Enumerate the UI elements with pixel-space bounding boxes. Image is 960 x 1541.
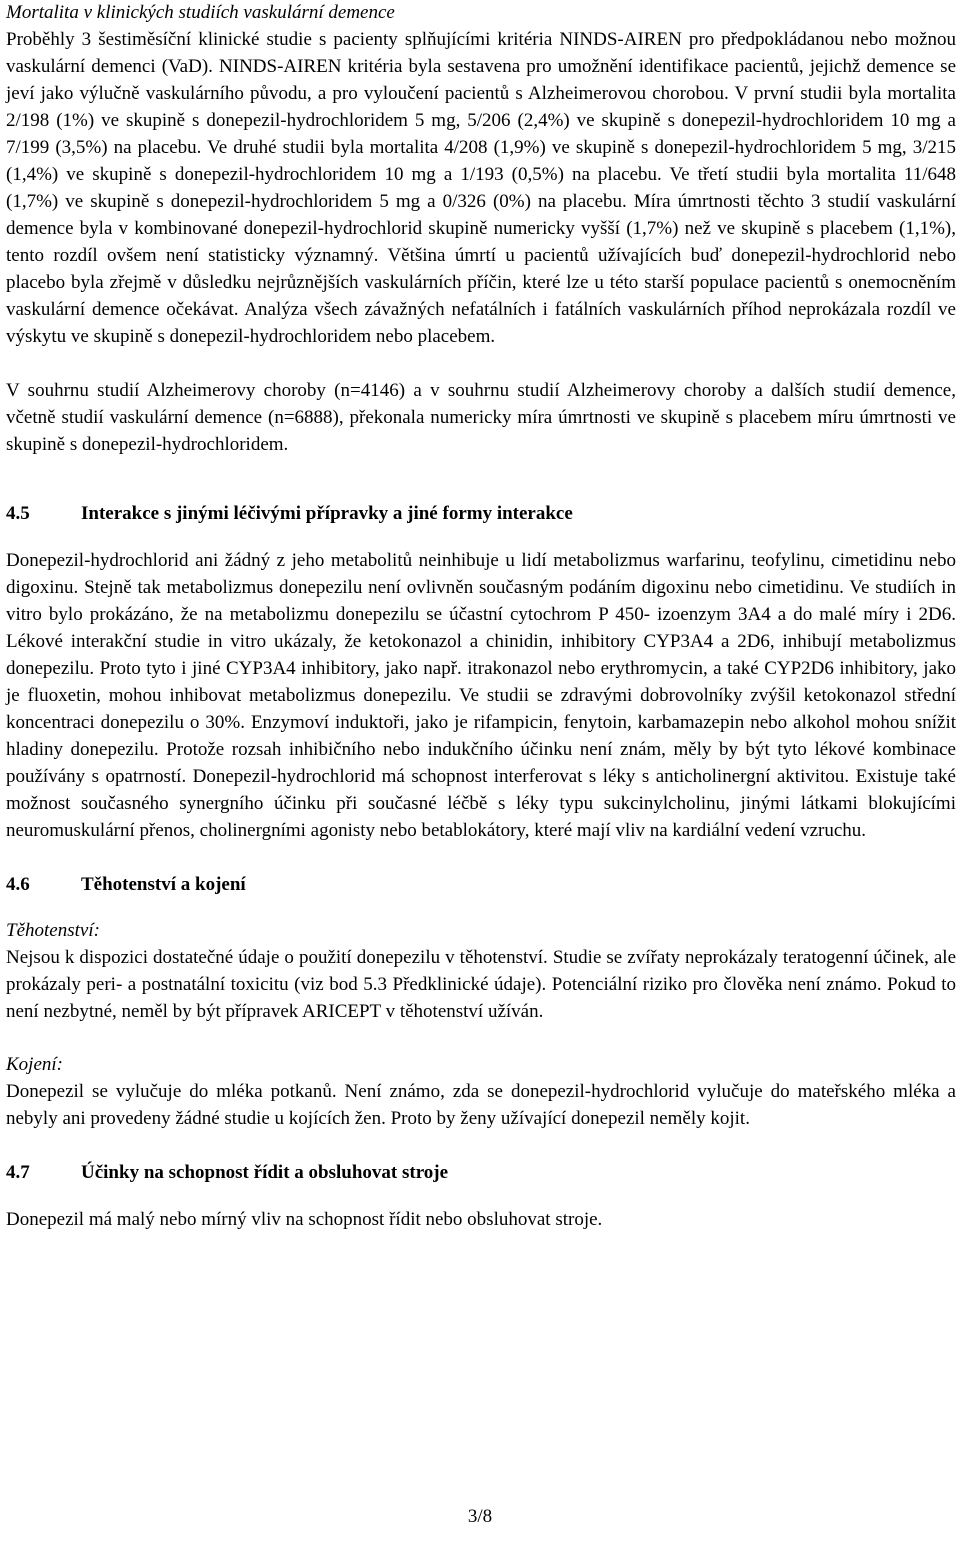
section-number: 4.6 [6,874,30,895]
section-number: 4.7 [6,1162,30,1183]
summary-paragraph: V souhrnu studií Alzheimerovy choroby (n=4146) a v souhrnu studií Alzheimerovy choroby a dalších studií demence, včetně studií vaskulární demence (n=6888), překonala numericky míra úmrtnosti ve skupině s placebem míru úmrtnosti ve skupině s donepezil-hydrochloridem. [6,380,956,455]
breastfeeding-paragraph: Donepezil se vylučuje do mléka potkanů. Není známo, zda se donepezil-hydrochlorid vylučuje do mateřského mléka a nebyly ani provedeny žádné studie u kojících žen. Proto by ženy užívající donepezil neměly kojit. [6,1081,956,1129]
subheading-pregnancy: Těhotenství: [6,920,100,941]
section-heading-4-5 [6,500,956,527]
section-heading-4-6 [6,871,956,898]
subheading-breastfeeding: Kojení: [6,1054,63,1075]
section-title: Těhotenství a kojení [81,874,246,895]
section-number: 4.5 [6,503,30,524]
subsection-heading-mortality: Mortalita v klinických studiích vaskulární demence [6,2,395,23]
mortality-paragraph: Proběhly 3 šestiměsíční klinické studie s pacienty splňujícími kritéria NINDS-AIREN pro předpokládanou nebo možnou vaskulární demenci (VaD). NINDS-AIREN kritéria byla sestavena pro umožnění identifikace pacientů, jejichž demence se jeví jako výlučně vaskulárního původu, a pro vyloučení pacientů s Alzheimerovou chorobou. V první studii byla mortalita 2/198 (1%) ve skupině s donepezil-hydrochloridem 5 mg, 5/206 (2,4%) ve skupině s donepezil-hydrochloridem 10 mg a 7/199 (3,5%) na placebu. Ve druhé studii byla mortalita 4/208 (1,9%) ve skupině s donepezil-hydrochloridem 5 mg, 3/215 (1,4%) ve skupině s donepezil-hydrochloridem 10 mg a 1/193 (0,5%) na placebu. Ve třetí studii byla mortalita 11/648 (1,7%) ve skupině s donepezil-hydrochloridem 5 mg a 0/326 (0%) na placebu. Míra úmrtnosti těchto 3 studií vaskulární demence byla v kombinované donepezil-hydrochlorid skupině numericky vyšší (1,7%) než ve skupině s placebem (1,1%), tento rozdíl ovšem není statisticky významný. Většina úmrtí u pacientů užívajících buď donepezil-hydrochlorid nebo placebo byla zřejmě v důsledku nejrůznějších vaskulárních příčin, které lze u této starší populace pacientů s onemocněním vaskulární demence očekávat. Analýza všech závažných nefatálních i fatálních vaskulárních příhod neprokázala rozdíl ve výskytu ve skupině s donepezil-hydrochloridem nebo placebem. [6,29,956,347]
interactions-paragraph: Donepezil-hydrochlorid ani žádný z jeho metabolitů neinhibuje u lidí metabolizmus warfarinu, teofylinu, cimetidinu nebo digoxinu. Stejně tak metabolizmus donepezilu není ovlivněn současným podáním digoxinu nebo cimetidinu. Ve studiích in vitro bylo prokázáno, že na metabolizmu donepezilu se účastní cytochrom P 450- izoenzym 3A4 a do malé míry i 2D6. Lékové interakční studie in vitro ukázaly, že ketokonazol a chinidin, inhibitory CYP3A4 a 2D6, inhibují metabolizmus donepezilu. Proto tyto i jiné CYP3A4 inhibitory, jako např. itrakonazol nebo erythromycin, a také CYP2D6 inhibitory, jako je fluoxetin, mohou inhibovat metabolizmus donepezilu. Ve studii se zdravými dobrovolníky zvýšil ketokonazol střední koncentraci donepezilu o 30%. Enzymoví induktoři, jako je rifampicin, fenytoin, karbamazepin nebo alkohol mohou snížit hladiny donepezilu. Protože rozsah inhibičního nebo indukčního účinku není znám, měly by být tyto lékové kombinace používány s opatrností. Donepezil-hydrochlorid má schopnost interferovat s léky s anticholinergní aktivitou. Existuje také možnost současného synergního účinku při současné léčbě s léky typu sukcinylcholinu, jinými látkami blokujícími neuromuskulární přenos, cholinergními agonisty nebo betablokátory, které mají vliv na kardiální vedení vzruchu. [6,550,956,841]
document-page [6,0,956,1233]
pregnancy-paragraph: Nejsou k dispozici dostatečné údaje o použití donepezilu v těhotenství. Studie se zvířaty neprokázaly teratogenní účinek, ale prokázaly peri- a postnatální toxicitu (viz bod 5.3 Předklinické údaje). Potenciální riziko pro člověka není známo. Pokud to není nezbytné, neměl by být přípravek ARICEPT v těhotenství užíván. [6,947,956,1022]
page-number: 3/8 [467,1506,493,1527]
section-heading-4-7 [6,1159,956,1186]
section-title: Interakce s jinými léčivými přípravky a jiné formy interakce [81,503,573,524]
driving-paragraph: Donepezil má malý nebo mírný vliv na schopnost řídit nebo obsluhovat stroje. [6,1209,603,1230]
section-title: Účinky na schopnost řídit a obsluhovat stroje [81,1162,449,1183]
